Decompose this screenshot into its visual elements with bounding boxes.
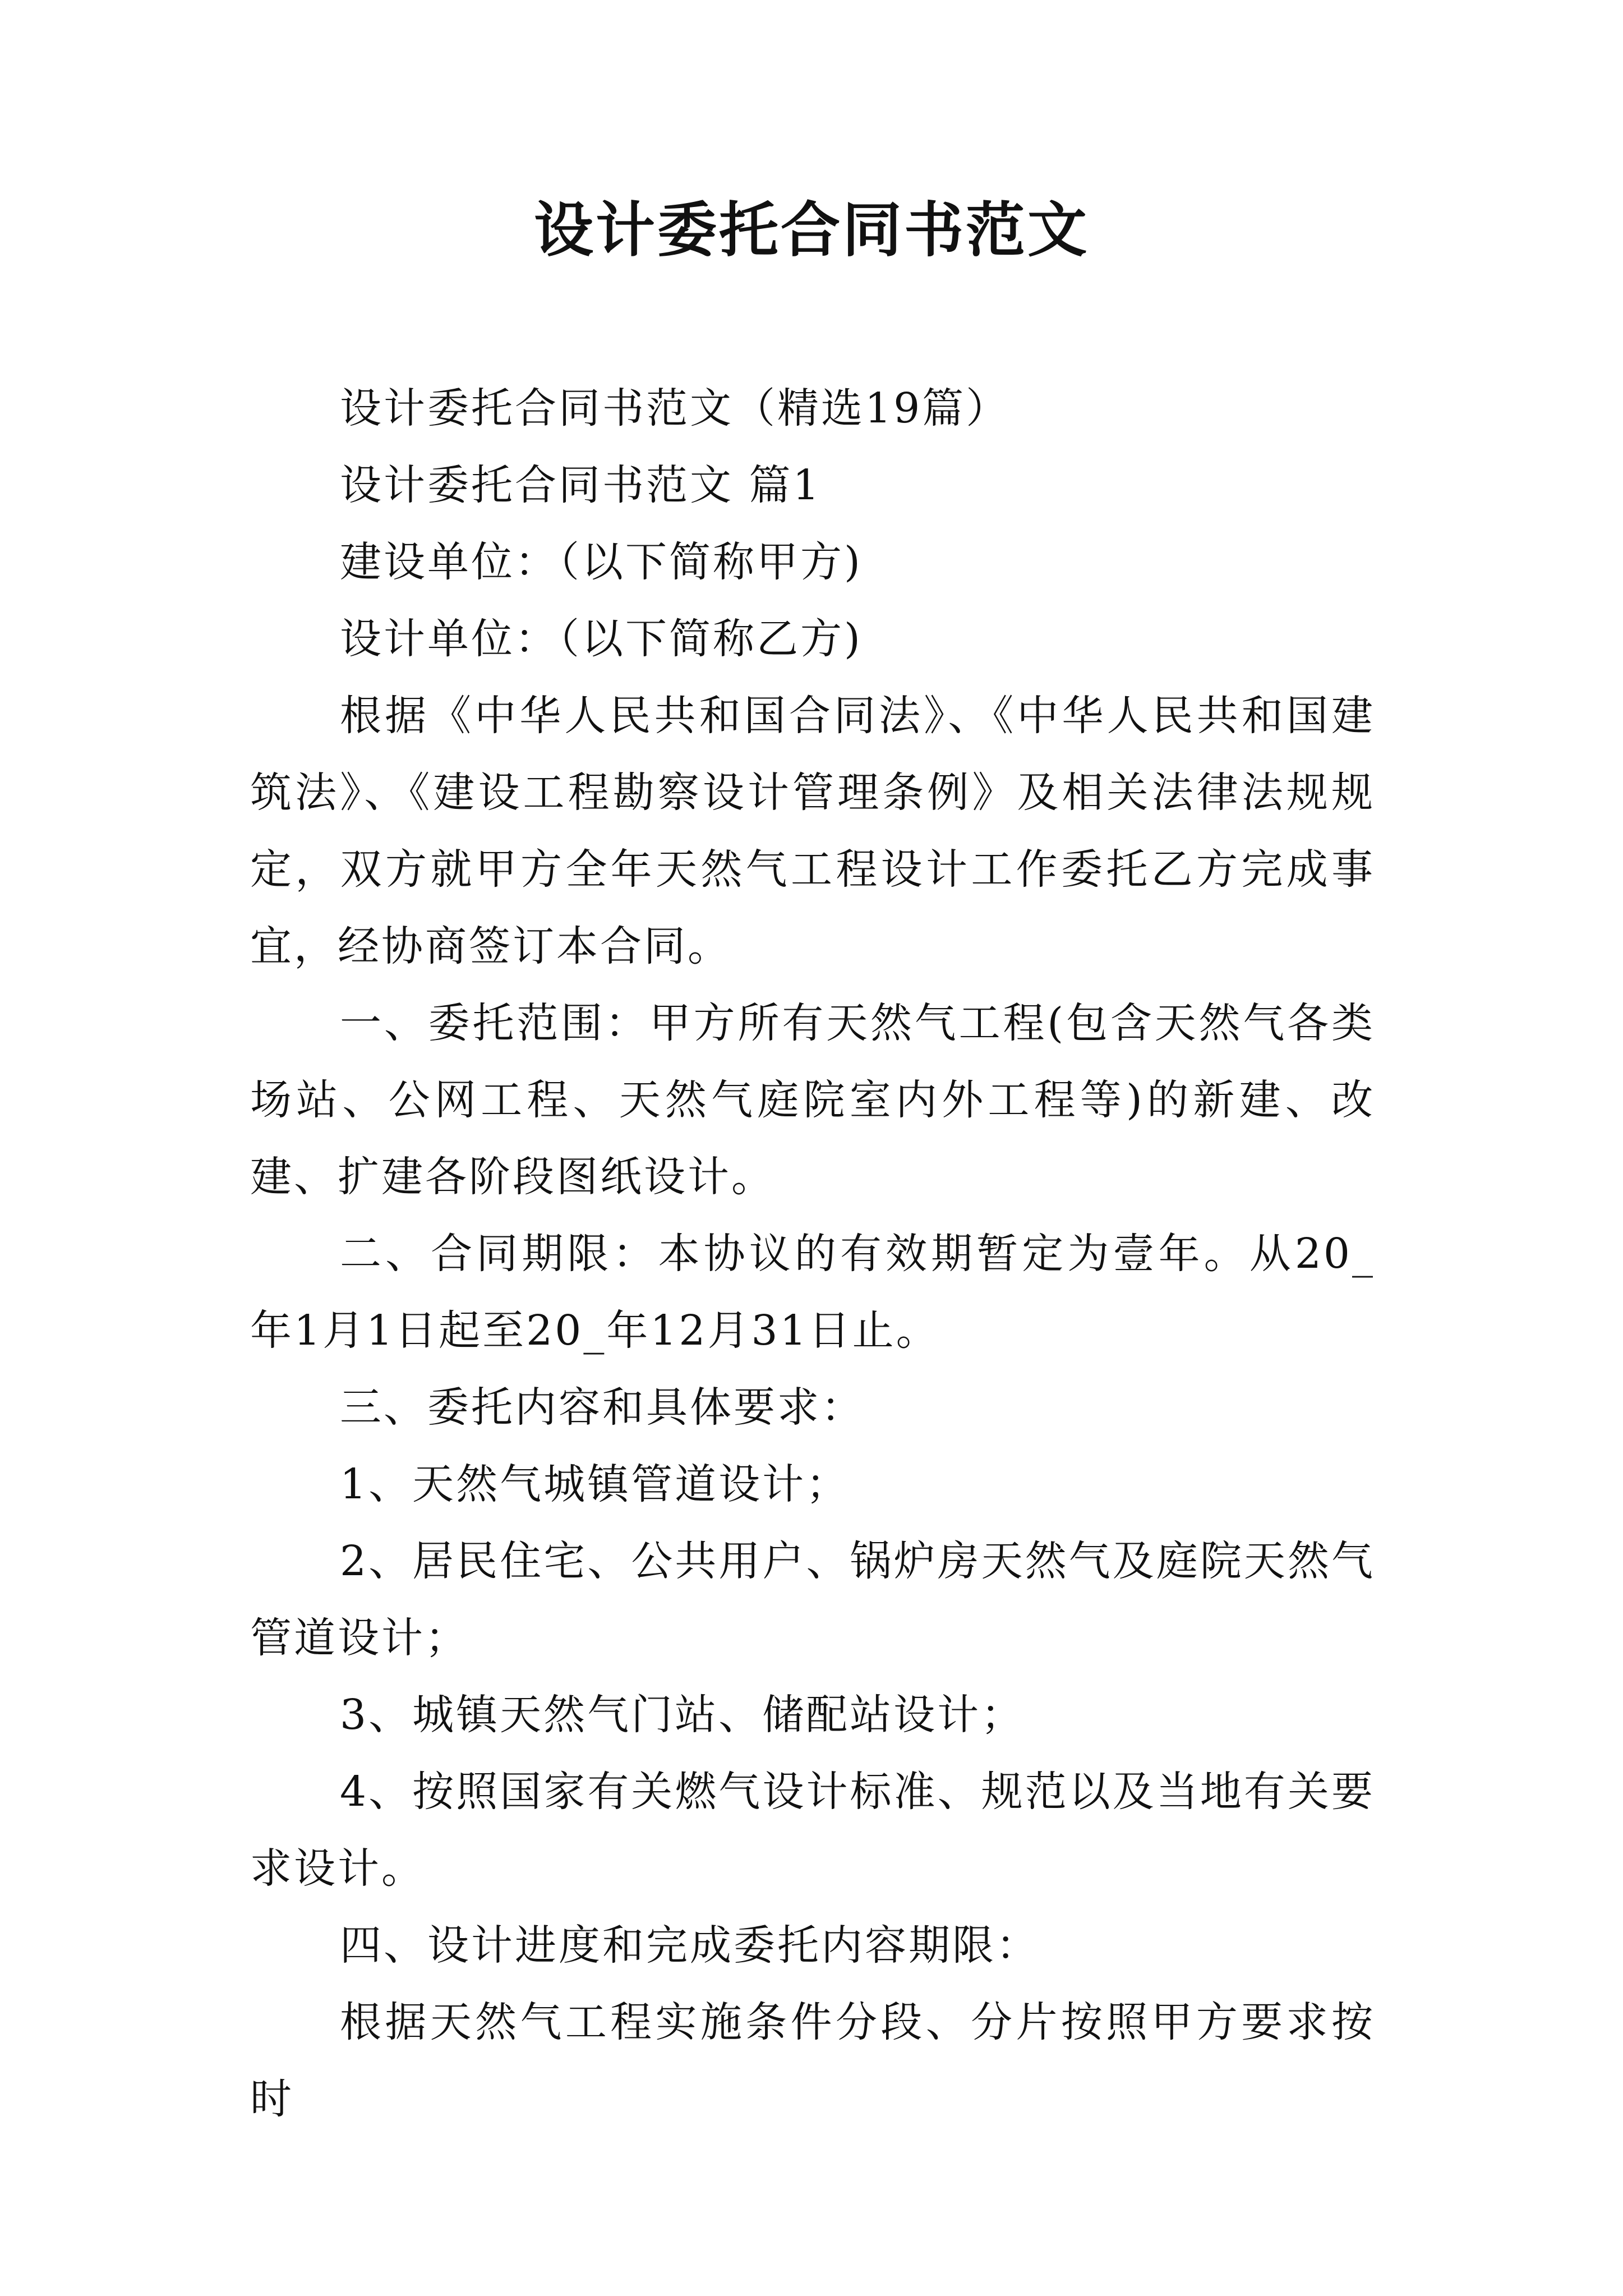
paragraph-section-heading: 设计委托合同书范文 篇1 [340, 461, 822, 509]
paragraph-subtitle: 设计委托合同书范文（精选19篇） [340, 384, 1010, 432]
paragraph-term: 二、合同期限：本协议的有效期暂定为壹年。从20_年1月1日起至20_年12月31日止。 [250, 1230, 1375, 1355]
document-body [250, 370, 1375, 2138]
paragraph-design-unit: 设计单位：（以下简称乙方) [340, 615, 863, 663]
paragraph-legal-basis: 根据《中华人民共和国合同法》、《中华人民共和国建筑法》、《建设工程勘察设计管理条例》及相关法律法规规定，双方就甲方全年天然气工程设计工作委托乙方完成事宜，经协商签订本合同。 [250, 692, 1375, 970]
paragraph-item-1: 1、天然气城镇管道设计； [340, 1460, 850, 1508]
paragraph-construction-unit: 建设单位：（以下简称甲方) [340, 538, 863, 586]
paragraph-content-heading: 三、委托内容和具体要求： [340, 1383, 865, 1432]
paragraph-scope: 一、委托范围：甲方所有天然气工程(包含天然气各类场站、公网工程、天然气庭院室内外工程等)的新建、改建、扩建各阶段图纸设计。 [250, 999, 1375, 1201]
paragraph-item-3: 3、城镇天然气门站、储配站设计； [340, 1691, 1025, 1739]
paragraph-schedule-text: 根据天然气工程实施条件分段、分片按照甲方要求按时 [250, 1998, 1375, 2123]
document-title: 设计委托合同书范文 [534, 195, 1089, 265]
paragraph-item-4: 4、按照国家有关燃气设计标准、规范以及当地有关要求设计。 [250, 1768, 1375, 1893]
paragraph-schedule-heading: 四、设计进度和完成委托内容期限： [340, 1921, 1040, 1970]
paragraph-item-2: 2、居民住宅、公共用户、锅炉房天然气及庭院天然气管道设计； [250, 1537, 1375, 1662]
